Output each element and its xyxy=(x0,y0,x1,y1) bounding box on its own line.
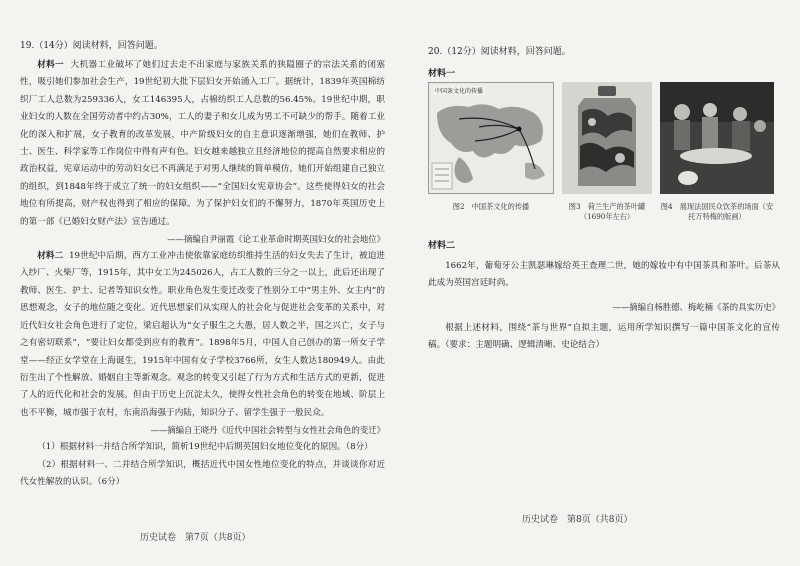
map-title: 中国茶文化的传播 xyxy=(435,88,484,95)
material-1-label: 材料一 xyxy=(37,60,65,70)
french-tea-engraving xyxy=(660,82,774,194)
tea-caddy-photo xyxy=(562,82,652,194)
material-1 xyxy=(20,57,385,231)
material-1-label-r: 材料一 xyxy=(428,69,456,79)
engraving-graphic xyxy=(660,82,774,194)
material-2 xyxy=(20,248,385,422)
figure-4 xyxy=(660,82,774,232)
figures xyxy=(428,82,774,232)
tea-caddy-graphic xyxy=(562,82,652,194)
page-footer-8: 历史试卷 第8页（共8页） xyxy=(522,515,633,525)
question-20-title: 20.（12分）阅读材料，回答问题。 xyxy=(428,47,571,57)
material-2-label: 材料二 xyxy=(37,251,64,262)
figure-3-caption: 图3 荷兰生产的茶叶罐（1690年左右） xyxy=(568,202,646,221)
material-2-source-r: ——摘编自杨胜德、梅屹楠《茶的具实历史》 xyxy=(612,301,780,312)
material-2-text: 19世纪中后期，西方工业冲击使依靠家庭纺织维持生活的妇女失去了生计，被迫进入纱厂、火柴厂等，1915年，其中女工为245026人，占工人数的三分之一以上，此后还出现了教师、医生、护士、记者等知识女性。职业角色发生变迁改变了性别分工中“男主外、女主内”的思想观念，女子的地位随之变化。近代思想家们从实现人的社会化与促进社会变革的关系中，对近代妇女社会角色进行了定位，梁启超认为“女子服生之大愚，居人数之半，国之兴亡，女子与之有密切联系”，“要让妇女都受到应有的教育”。1898年5月，中国人自己创办的第一所女子学堂——经正女学堂在上海诞生，1915年中国有女子学校3766所，女生人数达180949人。由此衍生出了个性解放、婚姻自主等新观念。观念的转变又引起了行为方式和生活方式的更新，促进了人的近代化和社会的发展。但由于历史上沉淀太久，使得女性社会角色的转变在地域、阶层上也不平衡，城市强于农村，东南沿海强于内陆，知识分子、留学生强于一般民众。 xyxy=(20,251,386,418)
question-19 xyxy=(20,38,385,491)
figure-2 xyxy=(428,82,554,232)
map-graphic xyxy=(429,83,554,194)
question-19-title: 19.（14分）阅读材料，回答问题。 xyxy=(20,41,163,51)
question-20-body xyxy=(428,238,780,355)
question-20-task: 根据上述材料，围绕“茶与世界”自拟主题，运用所学知识撰写一篇中国茶文化的宣传稿。（要求：主题明确、逻辑清晰、史论结合） xyxy=(428,322,780,351)
material-1-text: 大机器工业破坏了她们过去走不出家庭与家族关系的狭隘圈子的宗法关系的闭塞性，吸引她们参加社会生产，19世纪初大批下层妇女开始涌入工厂。据统计，1839年英国棉纺织厂工人总数为259336人，女工146395人，占棉纺织工人总数的56.45%。19世纪中期，职业妇女的人数在全国劳动者中约占30%，工人的妻子和女儿成为男工不可缺少的帮手。随着工业化的深入和扩展，女子教育的改革发展，中产阶级妇女的自主意识逐渐增强，她们在教师、护士、医生、科学家等工作岗位中得有声有色。妇女越来越独立且经济地位的提高自然要求相应的政治权益，宪章运动中的劳动妇女已不再满足于对男人继续的简单模仿，她们开始组建自己独立的组织，到1848年终于成立了统一的妇女组织——“全国妇女宪章协会”。这些使得妇女的社会地位有所提高，财产权也得到了相应的保障。为了保护妇女们的不懈努力，1870年英国历史上的第一部《已婚妇女财产法》宣告通过。 xyxy=(20,60,385,227)
question-20-header xyxy=(428,44,780,82)
material-2-label-r: 材料二 xyxy=(428,241,456,251)
figure-2-caption: 图2 中国茶文化的传播 xyxy=(452,202,530,211)
sub-question-2: （2）根据材料一、二并结合所学知识，概括近代中国女性地位变化的特点，并谈谈你对近代女性解放的认识。（6分） xyxy=(20,459,385,487)
material-2-source: ——摘编自王晓丹《近代中国社会转型与女性社会角色的变迁》 xyxy=(150,425,385,436)
material-2-text-r: 1662年，葡萄牙公主凯瑟琳嫁给英王查理二世，她的嫁妆中有中国茶具和茶叶。后茶从此成为英国宫廷时尚。 xyxy=(428,261,780,289)
figure-3 xyxy=(562,82,652,232)
material-1-source: ——摘编自尹丽霞《论工业革命时期英国妇女的社会地位》 xyxy=(167,234,385,245)
sub-question-1: （1）根据材料一并结合所学知识，简析19世纪中后期英国妇女地位变化的原因。（8分） xyxy=(37,442,373,453)
page-footer-7: 历史试卷 第7页（共8页） xyxy=(140,533,251,543)
figure-4-caption: 图4 展现法国民众饮茶的场面（安托万特梅的版画） xyxy=(660,202,774,221)
tea-spread-map xyxy=(428,82,554,194)
